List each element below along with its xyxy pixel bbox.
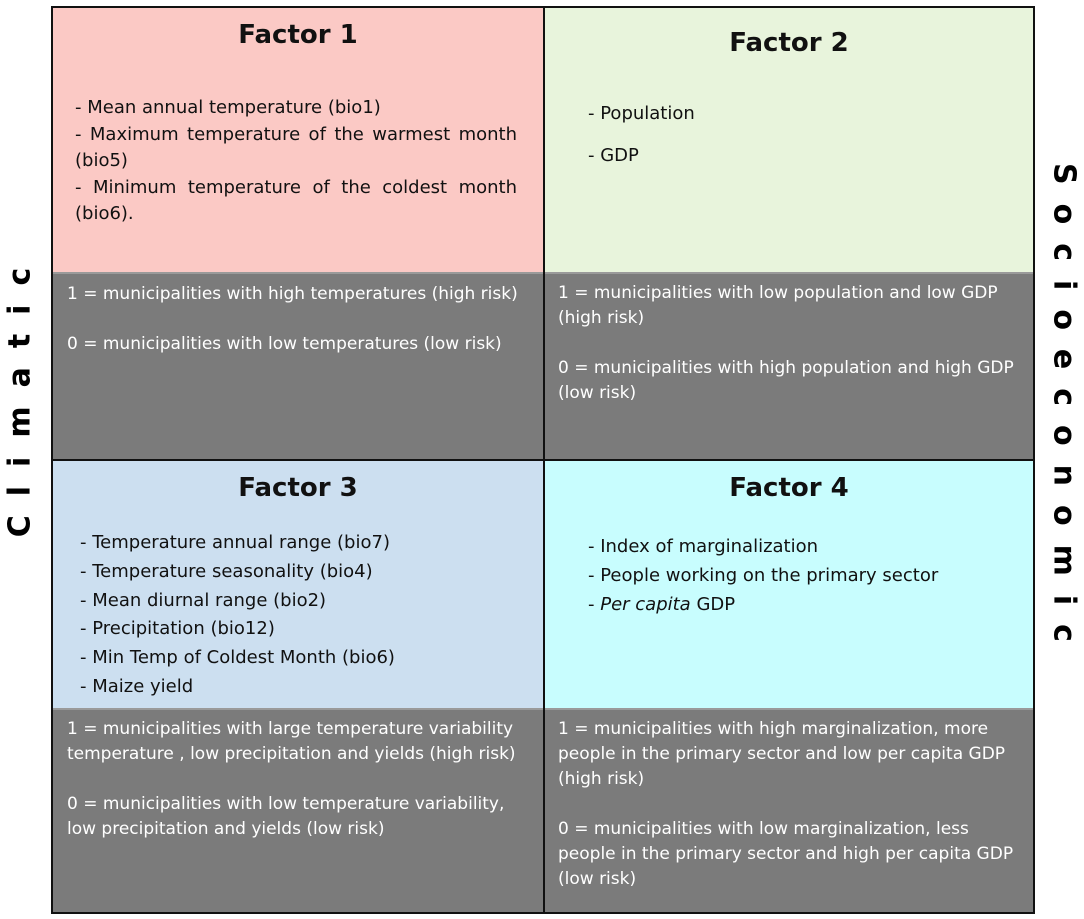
factor-2-variable-list [588, 93, 695, 177]
high-risk-text: 1 = municipalities with high marginalization, more people in the primary sector and low per capita GDP (high risk) [558, 719, 1006, 789]
list-item: - Min Temp of Coldest Month (bio6) [80, 647, 395, 669]
list-item: - Mean annual temperature (bio1) [75, 97, 381, 118]
factor-2-risk-legend [545, 272, 1033, 459]
factor-1-risk-legend [53, 272, 543, 459]
list-item: - Maximum temperature of the warmest month (bio5) [75, 123, 517, 171]
factor-4-title: Factor 4 [729, 473, 849, 503]
list-item: - Mean diurnal range (bio2) [80, 589, 327, 611]
low-risk-text: 0 = municipalities with low temperature variability, low precipitation and yields (low risk) [67, 794, 505, 839]
list-item: - Minimum temperature of the coldest month (bio6). [75, 176, 517, 224]
per-capita-italic: Per capita [600, 594, 691, 615]
factor-2-panel [543, 6, 1035, 461]
socioeconomic-axis-label: Socioeconomic [1046, 163, 1082, 661]
list-item: - GDP [588, 145, 639, 166]
factor-4-panel [543, 459, 1035, 914]
list-item: - Maize yield [80, 675, 194, 697]
factor-2-title: Factor 2 [729, 28, 849, 58]
factor-3-risk-legend [53, 708, 543, 912]
factor-4-risk-legend [545, 708, 1033, 912]
list-item [588, 590, 938, 619]
factor-3-variable-list [80, 529, 395, 702]
low-risk-text: 0 = municipalities with low temperatures (low risk) [67, 334, 502, 354]
high-risk-text: 1 = municipalities with low population and low GDP (high risk) [558, 283, 998, 328]
factor-1-variable-list [75, 95, 517, 228]
item-suffix: GDP [690, 594, 736, 615]
factor-3-panel [51, 459, 545, 914]
list-item: - Temperature seasonality (bio4) [80, 560, 373, 582]
item-prefix: - [588, 594, 601, 615]
low-risk-text: 0 = municipalities with low marginalization, less people in the primary sector and high per capita GDP (low risk) [558, 819, 1014, 889]
list-item: - Population [588, 103, 695, 124]
climatic-axis-label: Climatic [2, 248, 38, 538]
factor-1-title: Factor 1 [238, 20, 358, 50]
high-risk-text: 1 = municipalities with large temperature variability temperature , low precipitation and yields (high risk) [67, 719, 516, 764]
list-item: - People working on the primary sector [588, 565, 939, 586]
list-item: - Precipitation (bio12) [80, 618, 275, 640]
factor-1-panel [51, 6, 545, 461]
list-item: - Index of marginalization [588, 536, 819, 557]
high-risk-text: 1 = municipalities with high temperatures (high risk) [67, 284, 518, 304]
factor-4-variable-list [588, 532, 938, 619]
low-risk-text: 0 = municipalities with high population and high GDP (low risk) [558, 358, 1014, 403]
factor-3-title: Factor 3 [238, 473, 358, 503]
list-item: - Temperature annual range (bio7) [80, 532, 390, 553]
